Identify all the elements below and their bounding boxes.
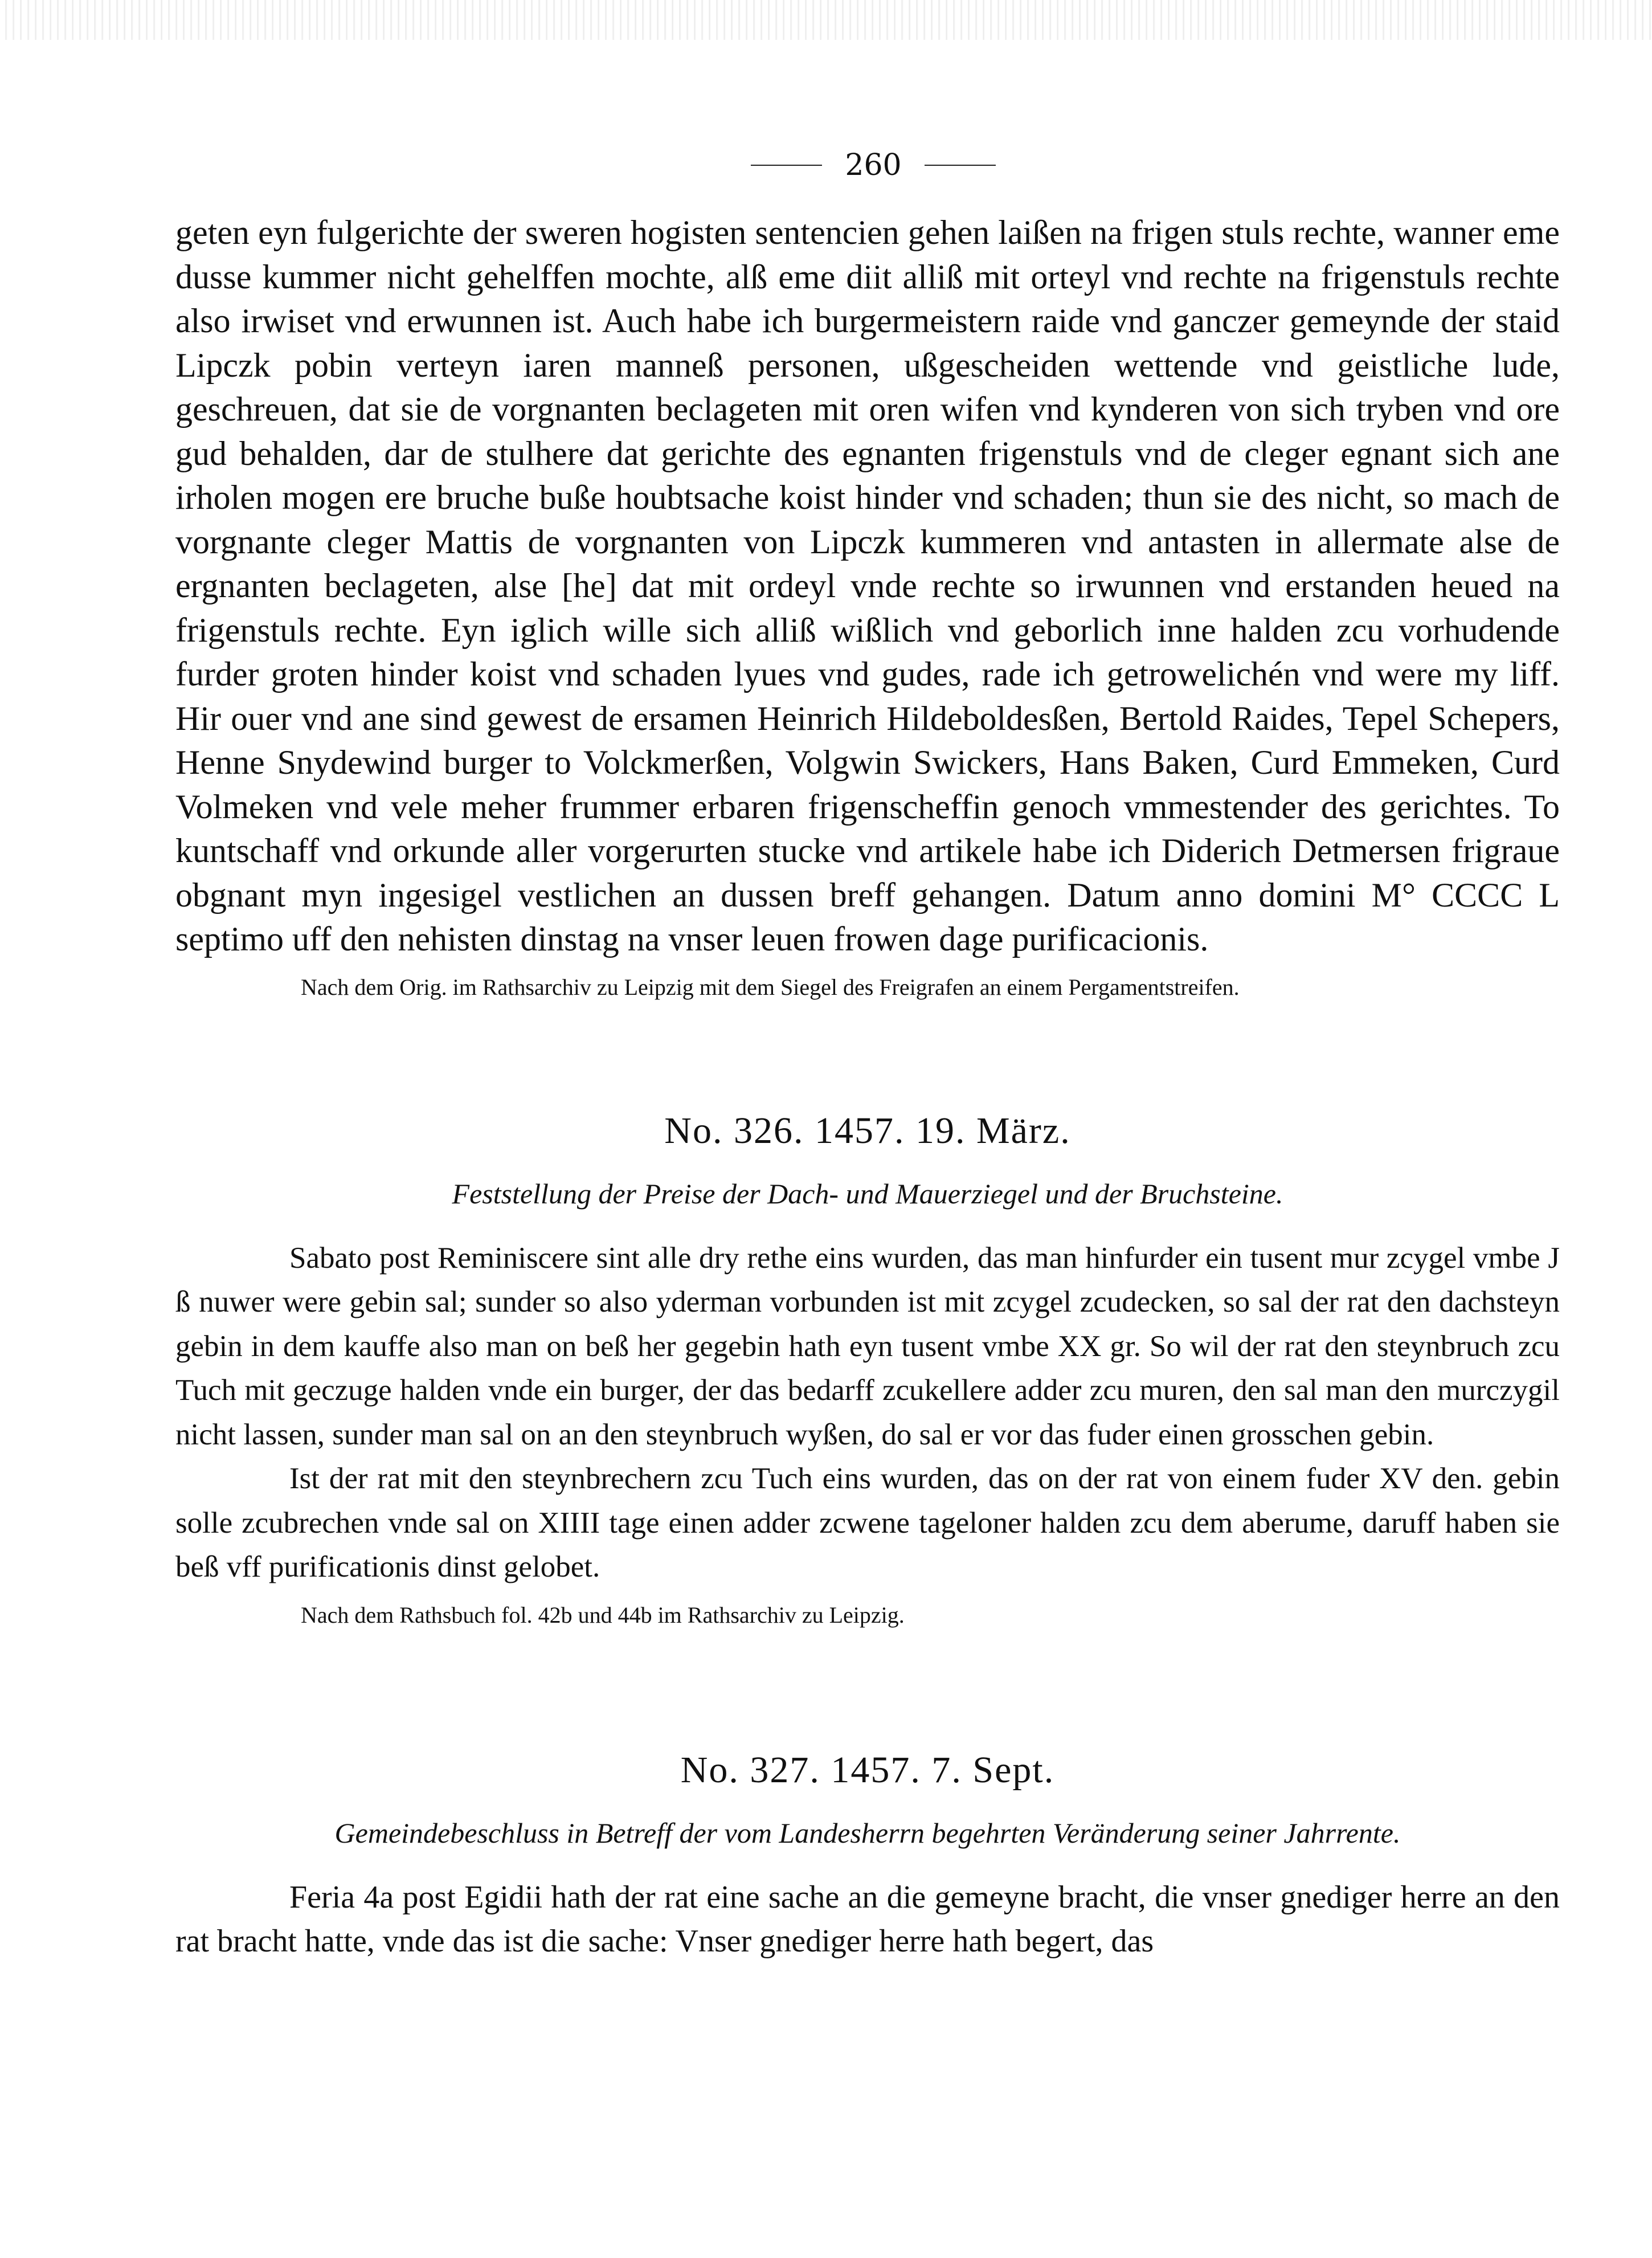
continuation-text [175, 211, 1560, 962]
left-rule [751, 165, 822, 166]
page-number-header [187, 142, 1560, 188]
doc-326-source-note: Nach dem Rathsbuch fol. 42b und 44b im Rathsarchiv zu Leipzig. [301, 1602, 905, 1628]
page-number: 260 [845, 148, 902, 182]
doc-326-subtitle: Feststellung der Preise der Dach- und Mauerziegel und der Bruchsteine. [452, 1177, 1283, 1210]
scan-noise [0, 0, 1652, 40]
doc-327-subtitle: Gemeindebeschluss in Betreff der vom Landesherrn begehrten Veränderung seiner Jahrrente. [334, 1816, 1401, 1849]
doc-327-paragraph-1: Feria 4a post Egidii hath der rat eine sache an die gemeyne bracht, die vnser gnediger herre an den rat bracht hatte, vnde das ist die sache: Vnser gnediger herre hath begert, das [175, 1879, 1560, 1959]
doc-326-title: No. 326. 1457. 19. März. [664, 1109, 1071, 1152]
continuation-source-note: Nach dem Orig. im Rathsarchiv zu Leipzig mit dem Siegel des Freigrafen an einem Pergamentstreifen. [301, 974, 1240, 1000]
right-rule [925, 165, 996, 166]
continuation-paragraph: geten eyn fulgerichte der sweren hogisten sentencien gehen laißen na frigen stuls rechte, wanner eme dusse kummer nicht gehelffen mochte, alß eme diit alliß mit orteyl vnd rechte na frigenstuls rechte also irwiset vnd erwunnen ist. Auch habe ich burgermeistern raide vnd ganczer gemeynde der staid Lipczk pobin verteyn iaren manneß personen, ußgescheiden wettende vnd geistliche lude, geschreuen, dat sie de vorgnanten beclageten mit oren wifen vnd kynderen von sich tryben vnd ore gud behalden, dar de stulhere dat gerichte des egnanten frigenstuls vnd de cleger egnant sich ane irholen mogen ere bruche buße houbtsache koist hinder vnd schaden; thun sie des nicht, so mach de vorgnante cleger Mattis de vorgnanten von Lipczk kummeren vnd antasten in allermate alse de ergnanten beclageten, alse [he] dat mit ordeyl vnde rechte so irwunnen vnd erstanden heued na frigenstuls rechte. Eyn iglich wille sich alliß wißlich vnd geborlich inne halden zcu vorhudende furder groten hinder koist vnd schaden lyues vnd gudes, rade ich getrowelichén vnd were my liff. Hir ouer vnd ane sind gewest de ersamen Heinrich Hildeboldesßen, Bertold Raides, Tepel Schepers, Henne Snydewind burger to Volckmerßen, Volgwin Swickers, Hans Baken, Curd Emmeken, Curd Volmeken vnd vele meher frummer erbaren frigenscheffin genoch vmmestender des gerichtes. To kuntschaff vnd orkunde aller vorgerurten stucke vnd artikele habe ich Diderich Detmersen frigraue obgnant myn ingesigel vestlichen an dussen breff gehangen. Datum anno domini M° CCCC L septimo uff den nehisten dinstag na vnser leuen frowen dage purificacionis. [175, 214, 1560, 958]
doc-327-title: No. 327. 1457. 7. Sept. [680, 1749, 1055, 1791]
doc-326-text [175, 1236, 1560, 1590]
doc-327-text [175, 1876, 1560, 1964]
doc-326-paragraph-2: Ist der rat mit den steynbrechern zcu Tuch eins wurden, das on der rat von einem fuder XV den. gebin solle zcubrechen vnde sal on XIIII tage einen adder zcwene tageloner halden zcu dem aberume, daruff haben sie beß vff purificationis dinst gelobet. [175, 1462, 1560, 1583]
document-page [175, 142, 1560, 1964]
doc-326-paragraph-1: Sabato post Reminiscere sint alle dry rethe eins wurden, das man hinfurder ein tusent mur zcygel vmbe J ß nuwer were gebin sal; sunder so also yderman vorbunden ist mit zcygel zcudecken, so sal der rat den dachsteyn gebin in dem kauffe also man on beß her gegebin hath eyn tusent vmbe XX gr. So wil der rat den steynbruch zcu Tuch mit geczuge halden vnde ein burger, der das bedarff zcukellere adder zcu muren, den sal man den murczygil nicht lassen, sunder man sal on an den steynbruch wyßen, do sal er vor das fuder einen grosschen gebin. [175, 1241, 1560, 1451]
